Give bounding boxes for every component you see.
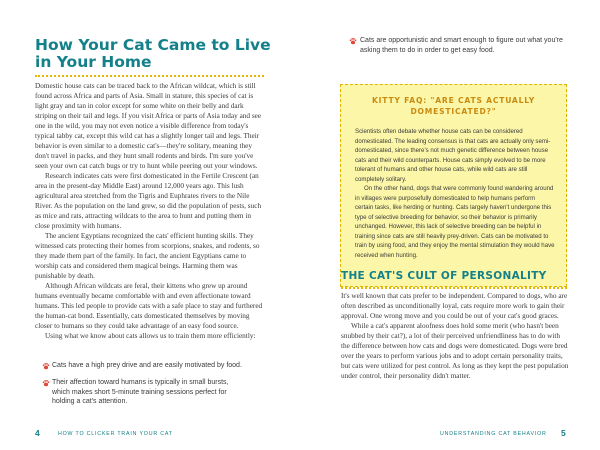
- faq-body: [355, 127, 555, 260]
- section-heading: THE CAT'S CULT OF PERSONALITY: [341, 270, 547, 282]
- kitty-faq-box: [340, 84, 567, 287]
- body-paragraph: Using what we know about cats allows us to train them more efficiently:: [45, 332, 256, 340]
- bullet-item: Cats have a high prey drive and are easily motivated by food.: [52, 362, 242, 369]
- section-divider: [341, 287, 567, 289]
- book-title-footer: HOW TO CLICKER TRAIN YOUR CAT: [58, 431, 173, 437]
- body-paragraph: Research indicates cats were first domesticated in the Fertile Crescent (an area in the present-day Middle East) around 12,000 years ago. This lush agricultural area stretched from the Tigris and Euphrates rivers to the Nile River. As the population on the land grew, so did the population of pests, such as mice and rats, attracting wildcats to the area to hunt and putting them in close proximity with humans.: [35, 172, 262, 230]
- page-number: 5: [561, 428, 566, 438]
- body-paragraph: While a cat's apparent aloofness does hold some merit (who hasn't been snubbed by their cat?), a lot of their perceived unfriendliness has to do with the difference between how cats and dogs were domesticated. Dogs were bred over the years to perform various jobs and to adopt certain personality traits, but cats were utilized for pest control. As long as they kept the pest population under control, their personality didn't matter.: [341, 322, 569, 380]
- page-number: 4: [35, 428, 40, 438]
- heading-divider: [35, 75, 264, 77]
- right-body: [341, 291, 569, 381]
- paw-print-icon: [42, 362, 50, 370]
- left-body: [35, 81, 267, 341]
- faq-title: KITTY FAQ: "ARE CATS ACTUALLY DOMESTICATED?": [371, 96, 535, 116]
- paw-print-icon: [42, 379, 50, 387]
- intro-paragraph: Domestic house cats can be traced back to the African wildcat, which is still found across Africa and parts of Asia. Small in stature, this species of cat is light gray and tan in color except for some white on their belly and dark striping on their tail and legs. If you visit Africa or parts of Asia today and see one in the wild, you may not even notice a visible difference from today's typical tabby cat, except this wild cat has a slightly longer tail and legs. Their behavior is even similar to a domestic cat's—they're solitary, meaning they don't travel in packs, and they hunt small rodents and birds. I'm sure you've seen your own cat catch bugs or try to hunt while peering out your windows.: [35, 82, 262, 170]
- body-paragraph: The ancient Egyptians recognized the cats' efficient hunting skills. They witnessed cats protecting their homes from scorpions, snakes, and rodents, so they made them part of the family. In fact, the ancient Egyptians came to worship cats and considered them magical beings. Harming them was punishable by death.: [35, 232, 260, 280]
- faq-paragraph: On the other hand, dogs that were commonly found wandering around in villages were purposefully domesticated to help humans perform certain tasks, like herding or hunting. Cats largely haven't undergone this type of selective breeding for behavior, so their behavior is primarily unchanged. However, this lack of selective breeding can be helpful in training since cats are still heavily prey-driven. Cats can be motivated to train by using food, and they enjoy the mental stimulation they would have received when hunting.: [355, 185, 555, 259]
- page-heading: How Your Cat Came to Live in Your Home: [35, 36, 271, 71]
- faq-paragraph: Scientists often debate whether house cats can be considered domesticated. The leading consensus is that cats are actually only semi-domesticated, since there's not much genetic difference between house cats and their wild counterparts. House cats simply evolved to be more tolerant of humans and other house cats, while wild cats are still completely solitary.: [355, 128, 551, 183]
- body-paragraph: Although African wildcats are feral, their kittens who grew up around humans eventually became comfortable with and even affectionate toward humans. This led people to provide cats with a safe place to stay and furthered the human-cat bond. Essentially, cats domesticated themselves by moving closer to humans so they could take advantage of an easy food source.: [35, 282, 263, 330]
- bullet-item: Their affection toward humans is typically in small bursts, which makes short 5-minute training sessions perfect for holding a cat's attention.: [52, 379, 229, 405]
- paw-print-icon: [349, 37, 357, 45]
- body-paragraph: It's well known that cats prefer to be independent. Compared to dogs, who are often described as unconditionally loyal, cats require more work to gain their approval. One wrong move and you could be out of your cat's good graces.: [341, 292, 568, 320]
- chapter-title-footer: UNDERSTANDING CAT BEHAVIOR: [440, 431, 547, 437]
- bullet-item: Cats are opportunistic and smart enough to figure out what you're asking them to do in order to get easy food.: [360, 37, 563, 54]
